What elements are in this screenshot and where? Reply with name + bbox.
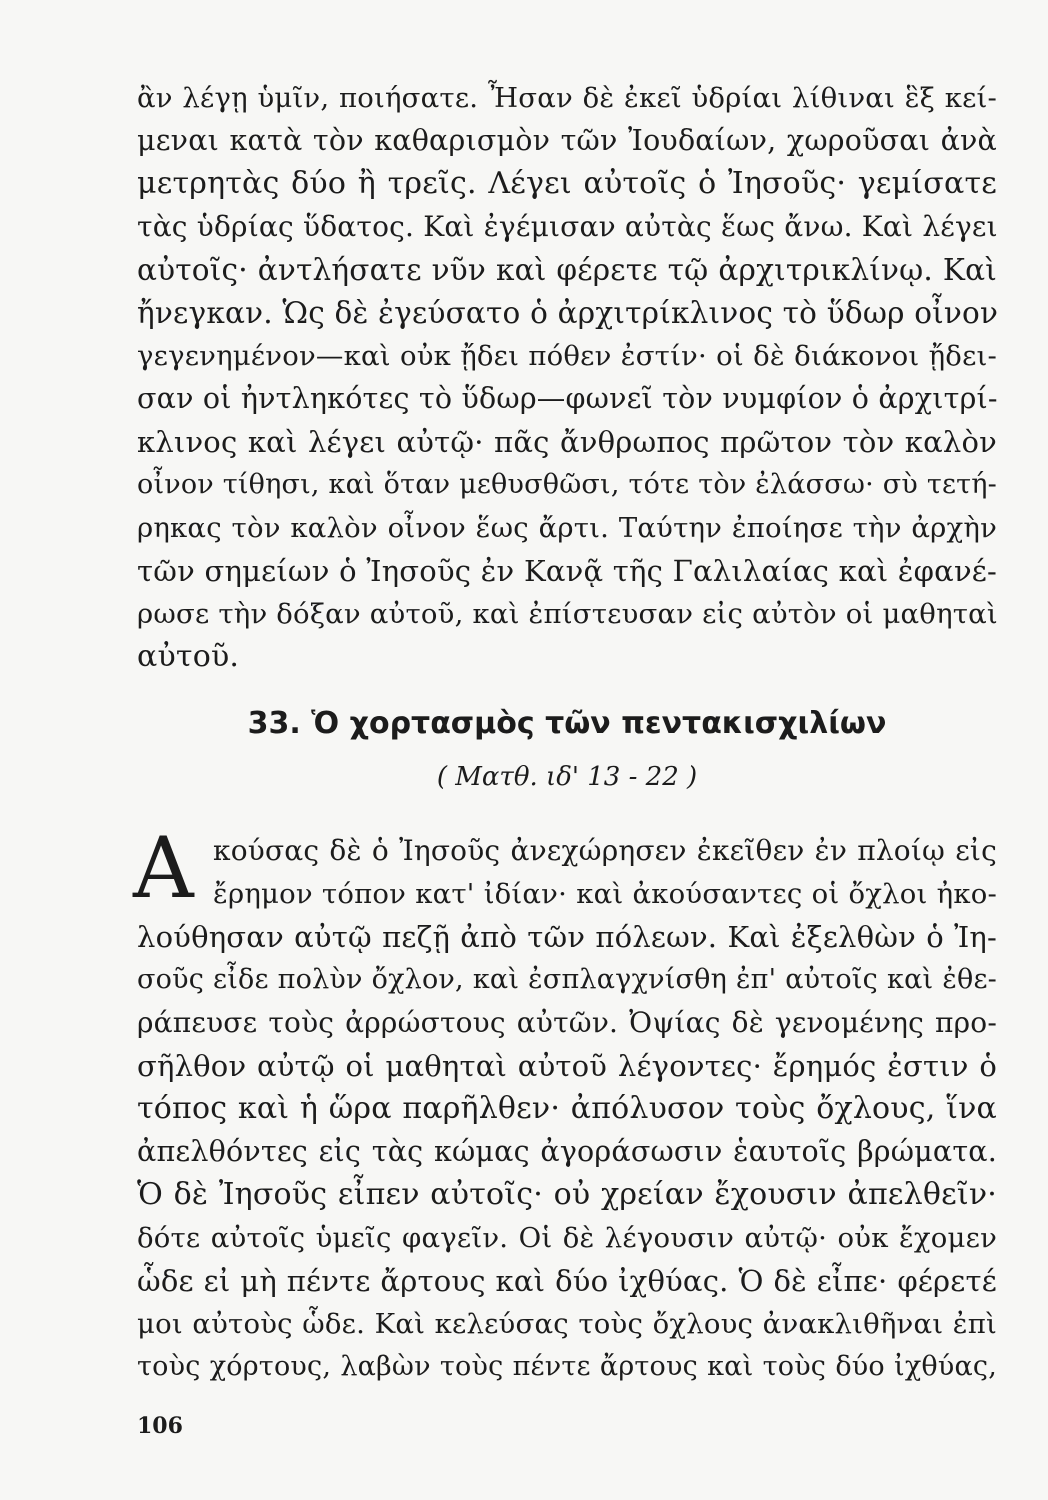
text-line: σαν οἱ ἠντληκότες τὸ ὕδωρ—φωνεῖ τὸν νυμφίον ὁ ἀρχιτρί- (137, 382, 998, 415)
text-line: μετρητὰς δύο ἢ τρεῖς. Λέγει αὐτοῖς ὁ Ἰησοῦς· γεμίσατε (137, 166, 997, 201)
text-line: μεναι κατὰ τὸν καθαρισμὸν τῶν Ἰουδαίων, χωροῦσαι ἀνὰ (137, 124, 997, 157)
text-line: λούθησαν αὐτῷ πεζῇ ἀπὸ τῶν πόλεων. Καὶ ἐξελθὼν ὁ Ἰη- (137, 920, 997, 954)
text-line: ἂν λέγῃ ὑμῖν, ποιήσατε. Ἦσαν δὲ ἐκεῖ ὑδρίαι λίθιναι ἓξ κεί- (137, 82, 997, 114)
text-line: ρηκας τὸν καλὸν οἶνον ἕως ἄρτι. Ταύτην ἐποίησε τὴν ἀρχὴν (137, 512, 997, 544)
page-number: 106 (137, 1413, 183, 1439)
text-line: τόπος καὶ ἡ ὥρα παρῆλθεν· ἀπόλυσον τοὺς ὄχλους, ἵνα (137, 1091, 997, 1126)
text-line: μοι αὐτοὺς ὧδε. Καὶ κελεύσας τοὺς ὄχλους ἀνακλιθῆναι ἐπὶ (137, 1308, 997, 1340)
text-line: κούσας δὲ ὁ Ἰησοῦς ἀνεχώρησεν ἐκεῖθεν ἐν πλοίῳ εἰς (213, 834, 997, 867)
text-line: οἶνον τίθησι, καὶ ὅταν μεθυσθῶσι, τότε τὸν ἐλάσσω· σὺ τετή- (137, 469, 997, 500)
text-line: τῶν σημείων ὁ Ἰησοῦς ἐν Κανᾷ τῆς Γαλιλαίας καὶ ἐφανέ- (137, 554, 997, 588)
text-line: αὐτοῖς· ἀντλήσατε νῦν καὶ φέρετε τῷ ἀρχιτρικλίνῳ. Καὶ (137, 253, 997, 287)
text-line: αὐτοῦ. (137, 639, 240, 674)
text-line: ἔρημον τόπον κατ' ἰδίαν· καὶ ἀκούσαντες οἱ ὄχλοι ἠκο- (213, 878, 997, 910)
scripture-reference: ( Ματθ. ιδ' 13 - 22 ) (436, 762, 698, 792)
text-line: τὰς ὑδρίας ὕδατος. Καὶ ἐγέμισαν αὐτὰς ἕως ἄνω. Καὶ λέγει (137, 210, 998, 243)
text-line: Ὁ δὲ Ἰησοῦς εἶπεν αὐτοῖς· οὐ χρείαν ἔχουσιν ἀπελθεῖν· (137, 1177, 997, 1212)
text-line: ἀπελθόντες εἰς τὰς κώμας ἀγοράσωσιν ἑαυτοῖς βρώματα. (137, 1135, 997, 1168)
text-line: ὧδε εἰ μὴ πέντε ἄρτους καὶ δύο ἰχθύας. Ὁ δὲ εἶπε· φέρετέ (137, 1264, 997, 1298)
section-heading: 33. Ὁ χορτασμὸς τῶν πεντακισχιλίων (247, 706, 887, 741)
text-line: γεγενημένον—καὶ οὐκ ᾔδει πόθεν ἐστίν· οἱ δὲ διάκονοι ᾔδει- (137, 340, 997, 372)
text-line: ράπευσε τοὺς ἀρρώστους αὐτῶν. Ὀψίας δὲ γενομένης προ- (137, 1006, 997, 1039)
text-line: σοῦς εἶδε πολὺν ὄχλον, καὶ ἐσπλαγχνίσθη ἐπ' αὐτοῖς καὶ ἐθε- (137, 964, 997, 995)
text-line: σῆλθον αὐτῷ οἱ μαθηταὶ αὐτοῦ λέγοντες· ἔρημός ἐστιν ὁ (137, 1049, 997, 1083)
text-line: τοὺς χόρτους, λαβὼν τοὺς πέντε ἄρτους καὶ τοὺς δύο ἰχθύας, (137, 1351, 997, 1382)
text-line: ρωσε τὴν δόξαν αὐτοῦ, καὶ ἐπίστευσαν εἰς αὐτὸν οἱ μαθηταὶ (137, 598, 998, 630)
text-line: κλινος καὶ λέγει αὐτῷ· πᾶς ἄνθρωπος πρῶτον τὸν καλὸν (137, 425, 997, 459)
text-line: δότε αὐτοῖς ὑμεῖς φαγεῖν. Οἱ δὲ λέγουσιν αὐτῷ· οὐκ ἔχομεν (137, 1222, 997, 1254)
drop-cap: Α (133, 819, 194, 917)
text-line: ἤνεγκαν. Ὡς δὲ ἐγεύσατο ὁ ἀρχιτρίκλινος τὸ ὕδωρ οἶνον (137, 296, 999, 330)
